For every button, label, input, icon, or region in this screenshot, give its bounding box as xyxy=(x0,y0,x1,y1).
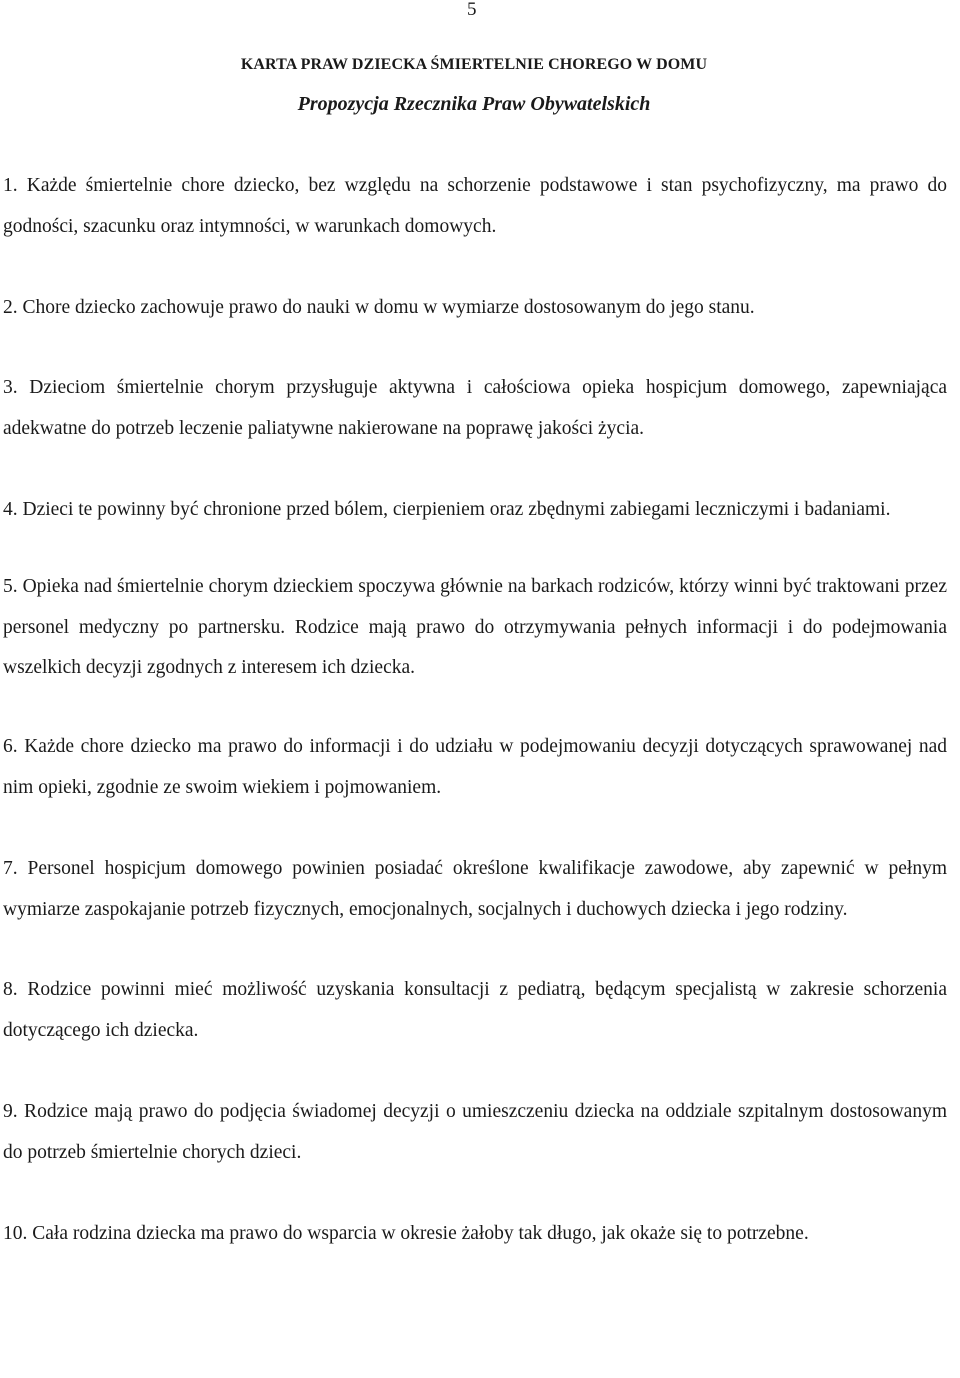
list-item: 6. Każde chore dziecko ma prawo do informacji i do udziału w podejmowaniu decyzji dotyczących sprawowanej nad nim opieki, zgodnie ze swoim wiekiem i pojmowaniem. xyxy=(3,736,947,798)
page-number: 5 xyxy=(467,0,477,20)
document-subtitle: Propozycja Rzecznika Praw Obywatelskich xyxy=(297,93,651,115)
list-item: 7. Personel hospicjum domowego powinien posiadać określone kwalifikacje zawodowe, aby zapewnić w pełnym wymiarze zaspokajanie potrzeb fizycznych, emocjonalnych, socjalnych i duchowych dziecka i jego rodziny. xyxy=(3,857,947,920)
document-title: KARTA PRAW DZIECKA ŚMIERTELNIE CHOREGO W DOMU xyxy=(240,56,708,73)
rights-list xyxy=(3,166,947,1254)
list-item: 5. Opieka nad śmiertelnie chorym dzieckiem spoczywa głównie na barkach rodziców, którzy winni być traktowani przez personel medyczny po partnersku. Rodzice mają prawo do otrzymywania pełnych informacji i do podejmowania wszelkich decyzji zgodnych z interesem ich dziecka. xyxy=(3,575,947,679)
list-item: 9. Rodzice mają prawo do podjęcia świadomej decyzji o umieszczeniu dziecka na oddziale szpitalnym dostosowanym do potrzeb śmiertelnie chorych dzieci. xyxy=(3,1100,947,1163)
list-item: 4. Dzieci te powinny być chronione przed bólem, cierpieniem oraz zbędnymi zabiegami leczniczymi i badaniami. xyxy=(3,498,891,520)
list-item: 8. Rodzice powinni mieć możliwość uzyskania konsultacji z pediatrą, będącym specjalistą w zakresie schorzenia dotyczącego ich dziecka. xyxy=(3,979,947,1042)
list-item: 1. Każde śmiertelnie chore dziecko, bez względu na schorzenie podstawowe i stan psychofizyczny, ma prawo do godności, szacunku oraz intymności, w warunkach domowych. xyxy=(3,175,947,237)
list-item: 10. Cała rodzina dziecka ma prawo do wsparcia w okresie żałoby tak długo, jak okaże się to potrzebne. xyxy=(3,1222,809,1244)
list-item: 2. Chore dziecko zachowuje prawo do nauki w domu w wymiarze dostosowanym do jego stanu. xyxy=(3,296,755,318)
list-item: 3. Dzieciom śmiertelnie chorym przysługuje aktywna i całościowa opieka hospicjum domowego, zapewniająca adekwatne do potrzeb leczenie paliatywne nakierowane na poprawę jakości życia. xyxy=(3,377,947,440)
